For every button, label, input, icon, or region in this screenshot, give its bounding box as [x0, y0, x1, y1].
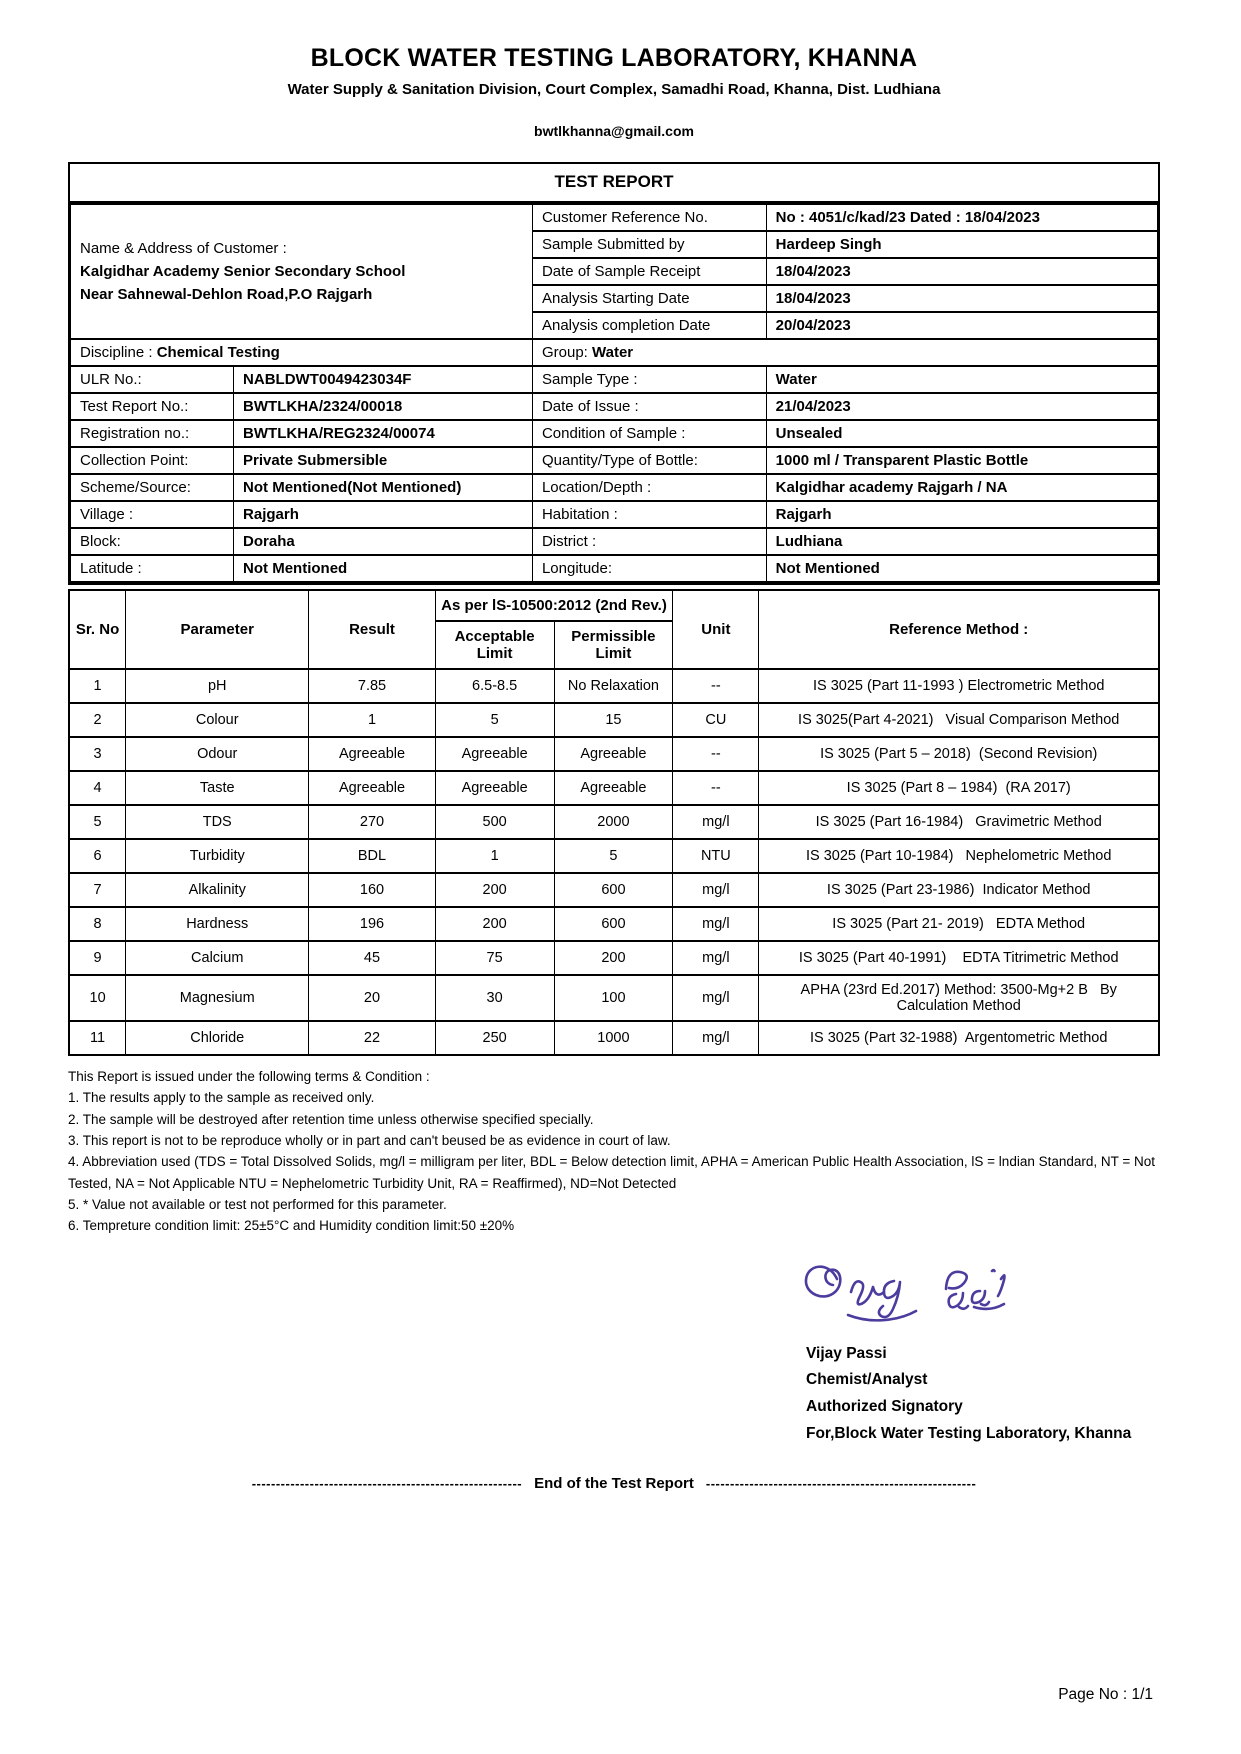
signatory-name: Vijay Passi	[806, 1344, 887, 1362]
terms-and-conditions	[68, 1066, 1160, 1237]
customer-name: Kalgidhar Academy Senior Secondary School	[80, 262, 406, 280]
result: 7.85	[309, 669, 435, 703]
result: Agreeable	[309, 771, 435, 805]
result: 270	[309, 805, 435, 839]
field-value: NABLDWT0049423034F	[234, 366, 533, 393]
lab-subtitle: Water Supply & Sanitation Division, Court Complex, Samadhi Road, Khanna, Dist. Ludhiana	[287, 81, 941, 98]
unit: --	[673, 737, 759, 771]
sr-no: 6	[69, 839, 126, 873]
reference-method: IS 3025 (Part 40-1991) EDTA Titrimetric Method	[759, 941, 1159, 975]
field-label: Sample Type :	[532, 366, 766, 393]
end-of-report-text: End of the Test Report	[534, 1475, 694, 1493]
report-title: TEST REPORT	[70, 164, 1158, 203]
terms-line: 6. Tempreture condition limit: 25±5°C and Humidity condition limit:50 ±20%	[68, 1218, 515, 1234]
parameter: Colour	[126, 703, 309, 737]
permissible-limit: 200	[554, 941, 673, 975]
field-label: Latitude :	[71, 555, 234, 582]
col-header-permissible-limit: Permissible Limit	[554, 621, 673, 669]
unit: mg/l	[673, 975, 759, 1021]
customer-label: Name & Address of Customer :	[80, 239, 287, 257]
terms-line: 2. The sample will be destroyed after retention time unless otherwise specified specially.	[68, 1111, 594, 1127]
field-label: Analysis completion Date	[532, 312, 766, 339]
parameter: Calcium	[126, 941, 309, 975]
acceptable-limit: 1	[435, 839, 554, 873]
field-label: Location/Depth :	[532, 474, 766, 501]
field-value: Water	[766, 366, 1157, 393]
permissible-limit: 600	[554, 907, 673, 941]
info-row	[71, 555, 1158, 582]
end-dashes-right: --------------------------------------------------------	[705, 1476, 977, 1492]
field-label: Date of Issue :	[532, 393, 766, 420]
field-value: Rajgarh	[766, 501, 1157, 528]
result-row	[69, 1021, 1159, 1055]
field-value: Rajgarh	[234, 501, 533, 528]
discipline-value: Chemical Testing	[156, 344, 280, 361]
info-row	[71, 528, 1158, 555]
sr-no: 10	[69, 975, 126, 1021]
terms-intro: This Report is issued under the following terms & Condition :	[68, 1069, 430, 1084]
sr-no: 4	[69, 771, 126, 805]
field-value: 18/04/2023	[766, 258, 1157, 285]
lab-header	[68, 0, 1160, 139]
terms-line: 5. * Value not available or test not performed for this parameter.	[68, 1196, 447, 1212]
page-content	[68, 0, 1160, 1492]
unit: --	[673, 771, 759, 805]
sr-no: 8	[69, 907, 126, 941]
acceptable-limit: 200	[435, 873, 554, 907]
result-row	[69, 703, 1159, 737]
result-row	[69, 771, 1159, 805]
permissible-limit: 600	[554, 873, 673, 907]
acceptable-limit: 250	[435, 1021, 554, 1055]
permissible-limit: 2000	[554, 805, 673, 839]
field-label: Habitation :	[532, 501, 766, 528]
field-label: Scheme/Source:	[71, 474, 234, 501]
result-row	[69, 839, 1159, 873]
info-row	[71, 501, 1158, 528]
discipline-cell	[71, 339, 533, 366]
result: 22	[309, 1021, 435, 1055]
result-row	[69, 975, 1159, 1021]
reference-method: IS 3025 (Part 10-1984) Nephelometric Method	[759, 839, 1159, 873]
field-value: No : 4051/c/kad/23 Dated : 18/04/2023	[766, 204, 1157, 231]
signature-block	[806, 1249, 1236, 1448]
col-header-parameter: Parameter	[126, 590, 309, 669]
parameter: Hardness	[126, 907, 309, 941]
result-row	[69, 737, 1159, 771]
sr-no: 3	[69, 737, 126, 771]
field-label: Customer Reference No.	[532, 204, 766, 231]
parameter: Taste	[126, 771, 309, 805]
field-label: Longitude:	[532, 555, 766, 582]
field-label: Collection Point:	[71, 447, 234, 474]
acceptable-limit: 5	[435, 703, 554, 737]
permissible-limit: Agreeable	[554, 737, 673, 771]
reference-method: IS 3025 (Part 32-1988) Argentometric Method	[759, 1021, 1159, 1055]
result: 45	[309, 941, 435, 975]
reference-method: IS 3025 (Part 5 – 2018) (Second Revision)	[759, 737, 1159, 771]
sr-no: 11	[69, 1021, 126, 1055]
signatory-organization: For,Block Water Testing Laboratory, Khanna	[806, 1424, 1132, 1442]
reference-method: IS 3025 (Part 23-1986) Indicator Method	[759, 873, 1159, 907]
result-row	[69, 873, 1159, 907]
sr-no: 1	[69, 669, 126, 703]
acceptable-limit: 30	[435, 975, 554, 1021]
report-box	[68, 162, 1160, 585]
field-value: Private Submersible	[234, 447, 533, 474]
parameter: Chloride	[126, 1021, 309, 1055]
signature-image	[796, 1249, 1046, 1341]
permissible-limit: No Relaxation	[554, 669, 673, 703]
permissible-limit: 100	[554, 975, 673, 1021]
field-label: Registration no.:	[71, 420, 234, 447]
reference-method: IS 3025 (Part 11-1993 ) Electrometric Method	[759, 669, 1159, 703]
field-value: 21/04/2023	[766, 393, 1157, 420]
col-header-reference-method: Reference Method :	[759, 590, 1159, 669]
parameter: TDS	[126, 805, 309, 839]
col-header-unit: Unit	[673, 590, 759, 669]
unit: CU	[673, 703, 759, 737]
field-value: 1000 ml / Transparent Plastic Bottle	[766, 447, 1157, 474]
parameter: pH	[126, 669, 309, 703]
sr-no: 5	[69, 805, 126, 839]
page-number: Page No : 1/1	[1058, 1686, 1153, 1703]
unit: NTU	[673, 839, 759, 873]
group-cell	[532, 339, 1157, 366]
discipline-label: Discipline :	[80, 344, 153, 361]
field-value: 18/04/2023	[766, 285, 1157, 312]
signatory-role: Chemist/Analyst	[806, 1371, 928, 1389]
field-value: Kalgidhar academy Rajgarh / NA	[766, 474, 1157, 501]
acceptable-limit: Agreeable	[435, 771, 554, 805]
reference-method: IS 3025 (Part 16-1984) Gravimetric Method	[759, 805, 1159, 839]
acceptable-limit: 500	[435, 805, 554, 839]
parameter: Magnesium	[126, 975, 309, 1021]
parameter: Turbidity	[126, 839, 309, 873]
group-value: Water	[592, 344, 634, 361]
unit: mg/l	[673, 907, 759, 941]
unit: mg/l	[673, 941, 759, 975]
result: 196	[309, 907, 435, 941]
info-row	[71, 447, 1158, 474]
unit: mg/l	[673, 805, 759, 839]
unit: mg/l	[673, 1021, 759, 1055]
result: 20	[309, 975, 435, 1021]
group-label: Group:	[541, 344, 588, 361]
terms-line: 4. Abbreviation used (TDS = Total Dissolved Solids, mg/l = milligram per liter, BDL = Below detection limit, APHA = American Public Health Association, lS = lndian Standard, NT = Not Tested, NA = Not Applicable NTU = Nephelometric Turbidity Unit, RA = Reaffirmed), ND=Not Detected	[68, 1154, 1156, 1191]
field-value: 20/04/2023	[766, 312, 1157, 339]
field-label: Analysis Starting Date	[532, 285, 766, 312]
reference-method: IS 3025 (Part 21- 2019) EDTA Method	[759, 907, 1159, 941]
reference-method: APHA (23rd Ed.2017) Method: 3500-Mg+2 B By Calculation Method	[759, 975, 1159, 1021]
field-value: Ludhiana	[766, 528, 1157, 555]
result-row	[69, 805, 1159, 839]
info-row	[71, 420, 1158, 447]
info-row	[71, 204, 1158, 231]
end-dashes-left: --------------------------------------------------------	[251, 1476, 523, 1492]
result: BDL	[309, 839, 435, 873]
field-label: Condition of Sample :	[532, 420, 766, 447]
permissible-limit: 5	[554, 839, 673, 873]
field-label: Sample Submitted by	[532, 231, 766, 258]
info-row	[71, 339, 1158, 366]
sr-no: 7	[69, 873, 126, 907]
terms-line: 3. This report is not to be reproduce wholly or in part and can't beused be as evidence in court of law.	[68, 1132, 671, 1148]
sr-no: 2	[69, 703, 126, 737]
field-value: Unsealed	[766, 420, 1157, 447]
field-value: BWTLKHA/REG2324/00074	[234, 420, 533, 447]
result: 1	[309, 703, 435, 737]
col-header-standard: As per lS-10500:2012 (2nd Rev.)	[435, 590, 673, 621]
info-row	[71, 474, 1158, 501]
col-header-acceptable-limit: Acceptable Limit	[435, 621, 554, 669]
unit: --	[673, 669, 759, 703]
result: Agreeable	[309, 737, 435, 771]
field-label: District :	[532, 528, 766, 555]
field-value: Doraha	[234, 528, 533, 555]
reference-method: IS 3025 (Part 8 – 1984) (RA 2017)	[759, 771, 1159, 805]
result-row	[69, 941, 1159, 975]
field-value: Not Mentioned	[234, 555, 533, 582]
info-row	[71, 393, 1158, 420]
result-row	[69, 907, 1159, 941]
permissible-limit: 1000	[554, 1021, 673, 1055]
field-label: Village :	[71, 501, 234, 528]
permissible-limit: Agreeable	[554, 771, 673, 805]
lab-email: bwtlkhanna@gmail.com	[534, 123, 694, 139]
parameter: Alkalinity	[126, 873, 309, 907]
acceptable-limit: Agreeable	[435, 737, 554, 771]
result: 160	[309, 873, 435, 907]
field-label: Quantity/Type of Bottle:	[532, 447, 766, 474]
permissible-limit: 15	[554, 703, 673, 737]
lab-title: BLOCK WATER TESTING LABORATORY, KHANNA	[310, 44, 918, 72]
reference-method: IS 3025(Part 4-2021) Visual Comparison Method	[759, 703, 1159, 737]
field-label: Block:	[71, 528, 234, 555]
results-table	[68, 589, 1160, 1056]
customer-address-cell	[71, 204, 533, 339]
end-of-report-line	[68, 1475, 1160, 1492]
results-header-row	[69, 590, 1159, 621]
result-row	[69, 669, 1159, 703]
field-value: BWTLKHA/2324/00018	[234, 393, 533, 420]
field-label: Date of Sample Receipt	[532, 258, 766, 285]
sample-info-table	[70, 203, 1158, 583]
field-label: Test Report No.:	[71, 393, 234, 420]
acceptable-limit: 200	[435, 907, 554, 941]
signatory-authority: Authorized Signatory	[806, 1397, 963, 1415]
unit: mg/l	[673, 873, 759, 907]
terms-line: 1. The results apply to the sample as received only.	[68, 1090, 375, 1106]
acceptable-limit: 6.5-8.5	[435, 669, 554, 703]
col-header-sr-no: Sr. No	[69, 590, 126, 669]
parameter: Odour	[126, 737, 309, 771]
acceptable-limit: 75	[435, 941, 554, 975]
field-value: Hardeep Singh	[766, 231, 1157, 258]
field-value: Not Mentioned(Not Mentioned)	[234, 474, 533, 501]
field-value: Not Mentioned	[766, 555, 1157, 582]
customer-address: Near Sahnewal-Dehlon Road,P.O Rajgarh	[80, 286, 373, 304]
col-header-result: Result	[309, 590, 435, 669]
field-label: ULR No.:	[71, 366, 234, 393]
info-row	[71, 366, 1158, 393]
sr-no: 9	[69, 941, 126, 975]
